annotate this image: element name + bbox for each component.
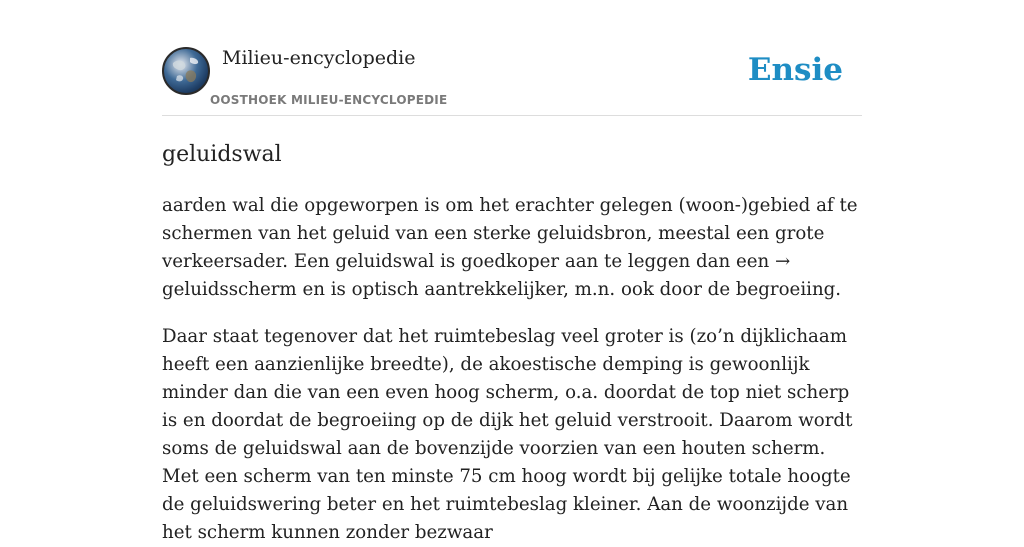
site-title[interactable]: Milieu-encyclopedie: [222, 47, 416, 69]
entry-paragraph: aarden wal die opgeworpen is om het erachter gelegen (woon-)gebied af te schermen van het geluid van een sterke geluidsbron, meestal een grote verkeersader. Een geluidswal is goedkoper aan te leggen dan een → geluidsscherm en is optisch aantrekkelijker, m.n. ook door de begroeiing.: [162, 195, 858, 300]
page: [162, 0, 862, 547]
site-subtitle: OOSTHOEK MILIEU-ENCYCLOPEDIE: [210, 93, 448, 107]
ensie-brand-link[interactable]: Ensie: [747, 52, 843, 88]
entry-content: [162, 140, 862, 547]
entry-title: geluidswal: [162, 142, 282, 167]
entry-body: [162, 192, 862, 547]
earth-globe-icon[interactable]: [162, 47, 210, 95]
entry-paragraph: Daar staat tegenover dat het ruimtebeslag veel groter is (zo’n dijklichaam heeft een aanzienlijke breedte), de akoestische demping is gewoonlijk minder dan die van een even hoog scherm, o.a. doordat de top niet scherp is en doordat de begroeiing op de dijk het geluid verstrooit. Daarom wordt soms de geluidswal aan de bovenzijde voorzien van een houten scherm. Met een scherm van ten minste 75 cm hoog wordt bij gelijke totale hoogte de geluidswering beter en het ruimtebeslag kleiner. Aan de woonzijde van het scherm kunnen zonder bezwaar: [162, 326, 853, 543]
site-header: [162, 46, 862, 116]
